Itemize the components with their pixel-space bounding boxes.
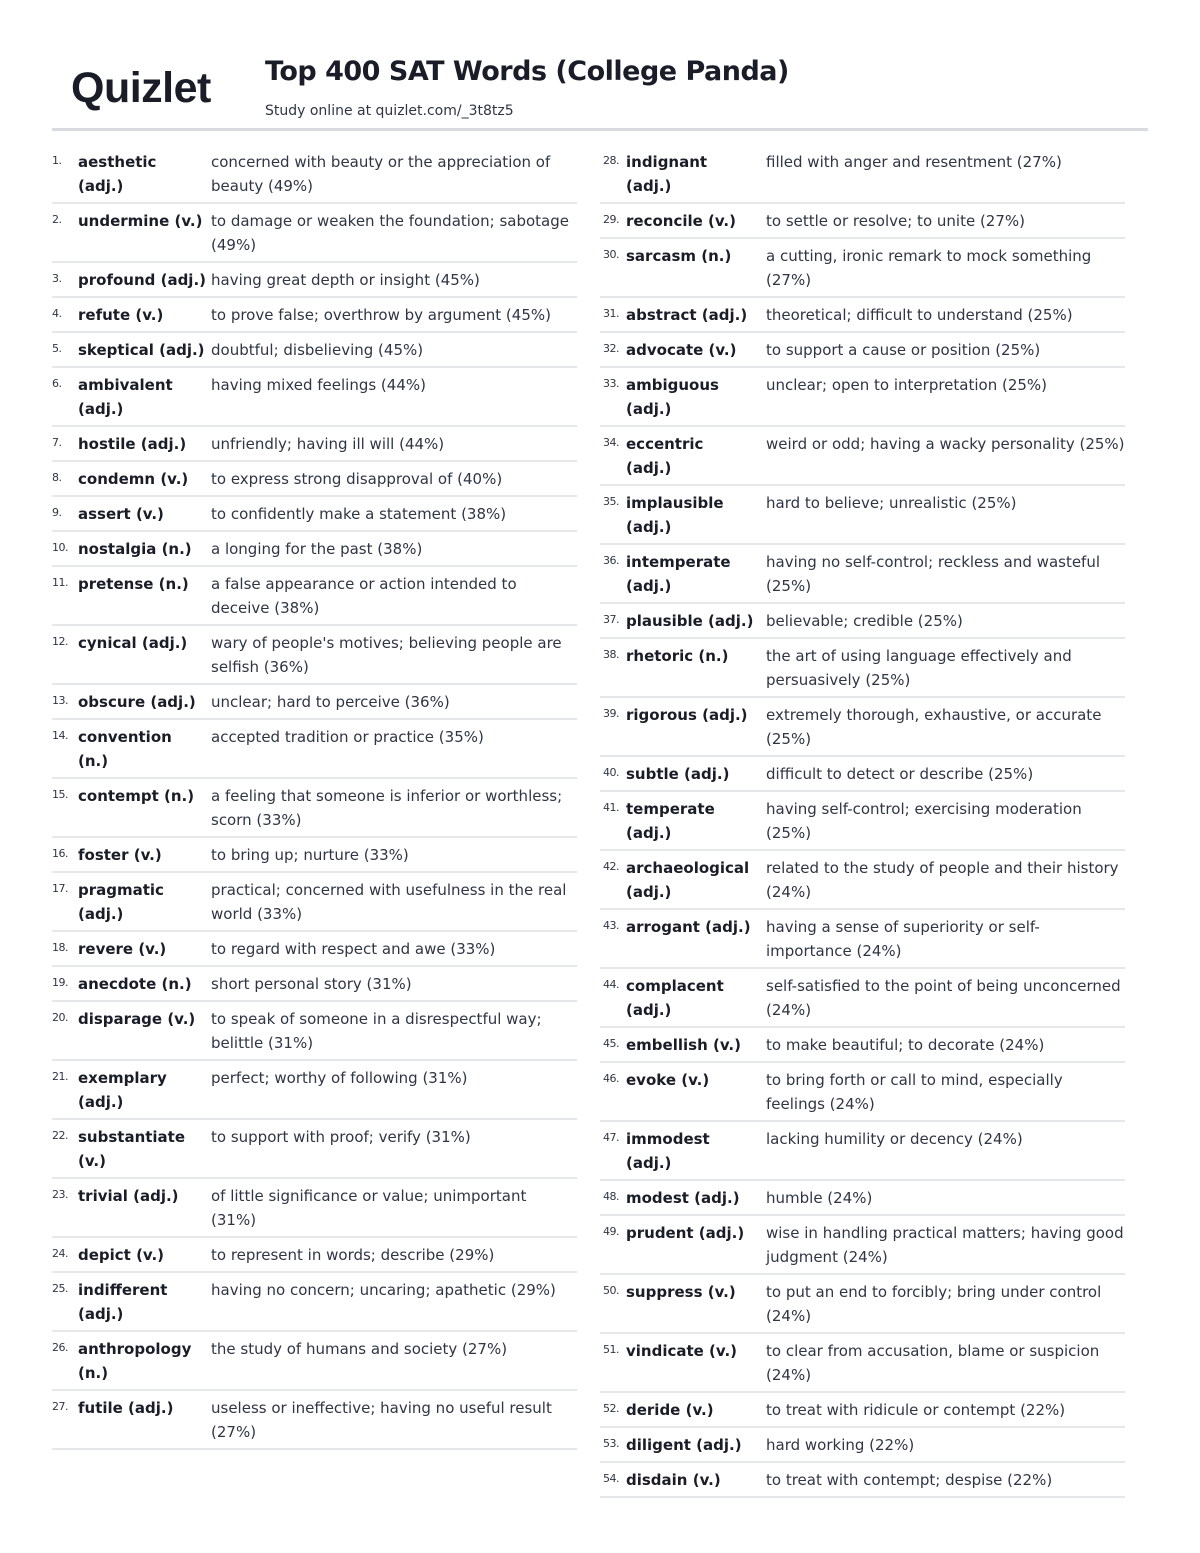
term-word: modest (adj.): [626, 1189, 740, 1207]
term-definition: to clear from accusation, blame or suspicion (24%): [766, 1342, 1100, 1384]
term-word: ambivalent (adj.): [78, 376, 173, 418]
term-definition: weird or odd; having a wacky personality (25%): [766, 435, 1125, 453]
term-row: [52, 1391, 577, 1450]
term-row: [52, 567, 577, 626]
term-definition: to bring forth or call to mind, especially feelings (24%): [766, 1071, 1063, 1113]
term-definition: unclear; open to interpretation (25%): [766, 376, 1048, 394]
term-word: eccentric (adj.): [626, 435, 704, 477]
term-definition: to prove false; overthrow by argument (45%): [211, 306, 551, 324]
term-number: 38.: [603, 648, 619, 661]
term-row: [600, 1463, 1125, 1498]
term-row: [52, 427, 577, 462]
term-definition: doubtful; disbelieving (45%): [211, 341, 424, 359]
term-definition: wary of people's motives; believing people are selfish (36%): [211, 634, 562, 676]
term-word: indignant (adj.): [626, 153, 708, 195]
term-number: 3.: [52, 272, 62, 285]
term-row: [600, 298, 1125, 333]
term-number: 36.: [603, 554, 619, 567]
term-number: 42.: [603, 860, 619, 873]
term-word: nostalgia (n.): [78, 540, 192, 558]
term-row: [52, 532, 577, 567]
term-definition: having a sense of superiority or self-importance (24%): [766, 918, 1040, 960]
term-row: [600, 1028, 1125, 1063]
term-word: implausible (adj.): [626, 494, 724, 536]
term-number: 39.: [603, 707, 619, 720]
term-row: [600, 1063, 1125, 1122]
term-definition: to express strong disapproval of (40%): [211, 470, 503, 488]
term-number: 27.: [52, 1400, 68, 1413]
term-number: 45.: [603, 1037, 619, 1050]
term-number: 1.: [52, 154, 62, 167]
term-number: 15.: [52, 788, 68, 801]
term-row: [52, 873, 577, 932]
page-header: [52, 52, 1148, 130]
term-word: pretense (n.): [78, 575, 189, 593]
term-number: 25.: [52, 1282, 68, 1295]
term-definition: unclear; hard to perceive (36%): [211, 693, 450, 711]
term-row: [600, 368, 1125, 427]
term-word: exemplary (adj.): [78, 1069, 167, 1111]
term-definition: the art of using language effectively and persuasively (25%): [766, 647, 1072, 689]
term-definition: a longing for the past (38%): [211, 540, 423, 558]
term-definition: a feeling that someone is inferior or worthless; scorn (33%): [211, 787, 563, 829]
term-word: foster (v.): [78, 846, 162, 864]
term-number: 40.: [603, 766, 619, 779]
term-row: [600, 333, 1125, 368]
term-row: [52, 779, 577, 838]
term-word: ambiguous (adj.): [626, 376, 719, 418]
term-definition: a false appearance or action intended to deceive (38%): [211, 575, 517, 617]
term-row: [600, 1428, 1125, 1463]
term-row: [600, 604, 1125, 639]
term-word: prudent (adj.): [626, 1224, 745, 1242]
term-word: suppress (v.): [626, 1283, 736, 1301]
term-word: sarcasm (n.): [626, 247, 732, 265]
term-word: trivial (adj.): [78, 1187, 179, 1205]
term-number: 29.: [603, 213, 619, 226]
term-row: [600, 545, 1125, 604]
term-definition: hard working (22%): [766, 1436, 915, 1454]
term-row: [600, 1181, 1125, 1216]
term-word: aesthetic (adj.): [78, 153, 157, 195]
study-online-link[interactable]: Study online at quizlet.com/_3t8tz5: [265, 103, 514, 119]
term-number: 9.: [52, 506, 62, 519]
term-number: 24.: [52, 1247, 68, 1260]
term-number: 17.: [52, 882, 68, 895]
term-word: deride (v.): [626, 1401, 714, 1419]
term-row: [52, 1273, 577, 1332]
term-definition: to treat with contempt; despise (22%): [766, 1471, 1053, 1489]
term-word: refute (v.): [78, 306, 164, 324]
term-definition: accepted tradition or practice (35%): [211, 728, 484, 746]
term-definition: the study of humans and society (27%): [211, 1340, 508, 1358]
term-word: futile (adj.): [78, 1399, 174, 1417]
term-number: 18.: [52, 941, 68, 954]
term-row: [600, 639, 1125, 698]
term-word: subtle (adj.): [626, 765, 730, 783]
term-word: archaeological (adj.): [626, 859, 750, 901]
term-definition: having great depth or insight (45%): [211, 271, 480, 289]
term-row: [52, 1120, 577, 1179]
term-word: profound (adj.): [78, 271, 206, 289]
term-word: temperate (adj.): [626, 800, 715, 842]
term-word: anecdote (n.): [78, 975, 192, 993]
term-row: [600, 851, 1125, 910]
term-number: 33.: [603, 377, 619, 390]
term-number: 7.: [52, 436, 62, 449]
term-number: 30.: [603, 248, 619, 261]
term-number: 4.: [52, 307, 62, 320]
term-word: diligent (adj.): [626, 1436, 742, 1454]
term-row: [600, 427, 1125, 486]
term-word: disdain (v.): [626, 1471, 721, 1489]
term-number: 16.: [52, 847, 68, 860]
term-row: [52, 298, 577, 333]
term-number: 5.: [52, 342, 62, 355]
term-row: [600, 910, 1125, 969]
term-definition: to damage or weaken the foundation; sabotage (49%): [211, 212, 569, 254]
term-definition: self-satisfied to the point of being unconcerned (24%): [766, 977, 1121, 1019]
term-definition: believable; credible (25%): [766, 612, 963, 630]
term-number: 43.: [603, 919, 619, 932]
term-word: plausible (adj.): [626, 612, 754, 630]
term-definition: difficult to detect or describe (25%): [766, 765, 1034, 783]
term-word: complacent (adj.): [626, 977, 724, 1019]
term-number: 51.: [603, 1343, 619, 1356]
terms-column-right: [600, 145, 1125, 1498]
term-number: 47.: [603, 1131, 619, 1144]
term-definition: to represent in words; describe (29%): [211, 1246, 495, 1264]
term-definition: hard to believe; unrealistic (25%): [766, 494, 1017, 512]
term-definition: having mixed feelings (44%): [211, 376, 426, 394]
term-definition: wise in handling practical matters; having good judgment (24%): [766, 1224, 1124, 1266]
term-row: [600, 204, 1125, 239]
term-definition: to put an end to forcibly; bring under control (24%): [766, 1283, 1102, 1325]
term-number: 50.: [603, 1284, 619, 1297]
term-definition: to support with proof; verify (31%): [211, 1128, 471, 1146]
term-word: undermine (v.): [78, 212, 203, 230]
term-definition: practical; concerned with usefulness in the real world (33%): [211, 881, 567, 923]
term-number: 44.: [603, 978, 619, 991]
term-word: revere (v.): [78, 940, 167, 958]
term-definition: related to the study of people and their history (24%): [766, 859, 1119, 901]
term-definition: perfect; worthy of following (31%): [211, 1069, 468, 1087]
term-definition: to settle or resolve; to unite (27%): [766, 212, 1025, 230]
term-row: [52, 368, 577, 427]
term-number: 46.: [603, 1072, 619, 1085]
terms-column-left: [52, 145, 577, 1450]
term-number: 41.: [603, 801, 619, 814]
term-definition: to speak of someone in a disrespectful way; belittle (31%): [211, 1010, 542, 1052]
term-row: [600, 145, 1125, 204]
term-definition: having no self-control; reckless and wasteful (25%): [766, 553, 1101, 595]
term-row: [52, 838, 577, 873]
term-word: disparage (v.): [78, 1010, 196, 1028]
term-word: assert (v.): [78, 505, 164, 523]
term-definition: of little significance or value; unimportant (31%): [211, 1187, 527, 1229]
term-definition: useless or ineffective; having no useful result (27%): [211, 1399, 552, 1441]
term-row: [52, 1238, 577, 1273]
term-word: obscure (adj.): [78, 693, 196, 711]
term-number: 49.: [603, 1225, 619, 1238]
term-definition: filled with anger and resentment (27%): [766, 153, 1062, 171]
term-row: [600, 969, 1125, 1028]
term-number: 13.: [52, 694, 68, 707]
term-word: arrogant (adj.): [626, 918, 751, 936]
term-row: [52, 1002, 577, 1061]
term-word: intemperate (adj.): [626, 553, 731, 595]
term-number: 54.: [603, 1472, 619, 1485]
term-word: vindicate (v.): [626, 1342, 738, 1360]
term-definition: short personal story (31%): [211, 975, 412, 993]
term-number: 12.: [52, 635, 68, 648]
quizlet-logo[interactable]: Quizlet: [71, 64, 211, 112]
term-row: [52, 685, 577, 720]
term-word: depict (v.): [78, 1246, 165, 1264]
term-number: 35.: [603, 495, 619, 508]
term-number: 28.: [603, 154, 619, 167]
term-definition: humble (24%): [766, 1189, 873, 1207]
page-title: Top 400 SAT Words (College Panda): [265, 56, 789, 87]
term-word: evoke (v.): [626, 1071, 710, 1089]
term-number: 19.: [52, 976, 68, 989]
term-definition: to regard with respect and awe (33%): [211, 940, 496, 958]
term-word: advocate (v.): [626, 341, 737, 359]
term-definition: to make beautiful; to decorate (24%): [766, 1036, 1045, 1054]
term-row: [52, 1332, 577, 1391]
term-number: 21.: [52, 1070, 68, 1083]
term-word: indifferent (adj.): [78, 1281, 168, 1323]
term-definition: lacking humility or decency (24%): [766, 1130, 1023, 1148]
term-word: contempt (n.): [78, 787, 195, 805]
term-word: pragmatic (adj.): [78, 881, 164, 923]
term-word: rigorous (adj.): [626, 706, 748, 724]
term-number: 31.: [603, 307, 619, 320]
term-number: 8.: [52, 471, 62, 484]
term-word: skeptical (adj.): [78, 341, 205, 359]
term-number: 14.: [52, 729, 68, 742]
term-row: [52, 967, 577, 1002]
term-definition: a cutting, ironic remark to mock something (27%): [766, 247, 1092, 289]
term-row: [52, 626, 577, 685]
term-definition: having self-control; exercising moderation (25%): [766, 800, 1082, 842]
term-number: 37.: [603, 613, 619, 626]
term-word: convention (n.): [78, 728, 172, 770]
term-definition: to bring up; nurture (33%): [211, 846, 409, 864]
term-number: 34.: [603, 436, 619, 449]
term-row: [52, 497, 577, 532]
term-row: [52, 720, 577, 779]
term-definition: to confidently make a statement (38%): [211, 505, 507, 523]
term-word: condemn (v.): [78, 470, 189, 488]
term-word: abstract (adj.): [626, 306, 748, 324]
term-word: immodest (adj.): [626, 1130, 710, 1172]
term-row: [52, 1179, 577, 1238]
term-definition: to treat with ridicule or contempt (22%): [766, 1401, 1066, 1419]
term-word: cynical (adj.): [78, 634, 188, 652]
term-definition: concerned with beauty or the appreciation of beauty (49%): [211, 153, 551, 195]
term-row: [600, 1216, 1125, 1275]
term-definition: having no concern; uncaring; apathetic (29%): [211, 1281, 556, 1299]
term-row: [52, 333, 577, 368]
term-row: [600, 1122, 1125, 1181]
term-row: [600, 1334, 1125, 1393]
term-row: [52, 1061, 577, 1120]
term-number: 11.: [52, 576, 68, 589]
term-number: 23.: [52, 1188, 68, 1201]
term-row: [600, 792, 1125, 851]
header-divider: [52, 128, 1148, 131]
term-definition: unfriendly; having ill will (44%): [211, 435, 445, 453]
term-row: [600, 698, 1125, 757]
term-word: hostile (adj.): [78, 435, 187, 453]
term-number: 26.: [52, 1341, 68, 1354]
term-row: [52, 204, 577, 263]
term-row: [600, 239, 1125, 298]
term-number: 10.: [52, 541, 68, 554]
term-word: substantiate (v.): [78, 1128, 186, 1170]
term-number: 48.: [603, 1190, 619, 1203]
term-number: 6.: [52, 377, 62, 390]
term-row: [52, 462, 577, 497]
term-number: 52.: [603, 1402, 619, 1415]
term-number: 2.: [52, 213, 62, 226]
term-definition: to support a cause or position (25%): [766, 341, 1041, 359]
term-row: [600, 757, 1125, 792]
term-row: [52, 932, 577, 967]
term-word: embellish (v.): [626, 1036, 741, 1054]
term-row: [52, 145, 577, 204]
term-row: [52, 263, 577, 298]
term-row: [600, 486, 1125, 545]
term-number: 22.: [52, 1129, 68, 1142]
term-row: [600, 1393, 1125, 1428]
term-row: [600, 1275, 1125, 1334]
term-word: rhetoric (n.): [626, 647, 729, 665]
term-definition: theoretical; difficult to understand (25%): [766, 306, 1073, 324]
term-definition: extremely thorough, exhaustive, or accurate (25%): [766, 706, 1102, 748]
term-word: reconcile (v.): [626, 212, 736, 230]
term-number: 20.: [52, 1011, 68, 1024]
term-word: anthropology (n.): [78, 1340, 192, 1382]
term-number: 53.: [603, 1437, 619, 1450]
term-number: 32.: [603, 342, 619, 355]
